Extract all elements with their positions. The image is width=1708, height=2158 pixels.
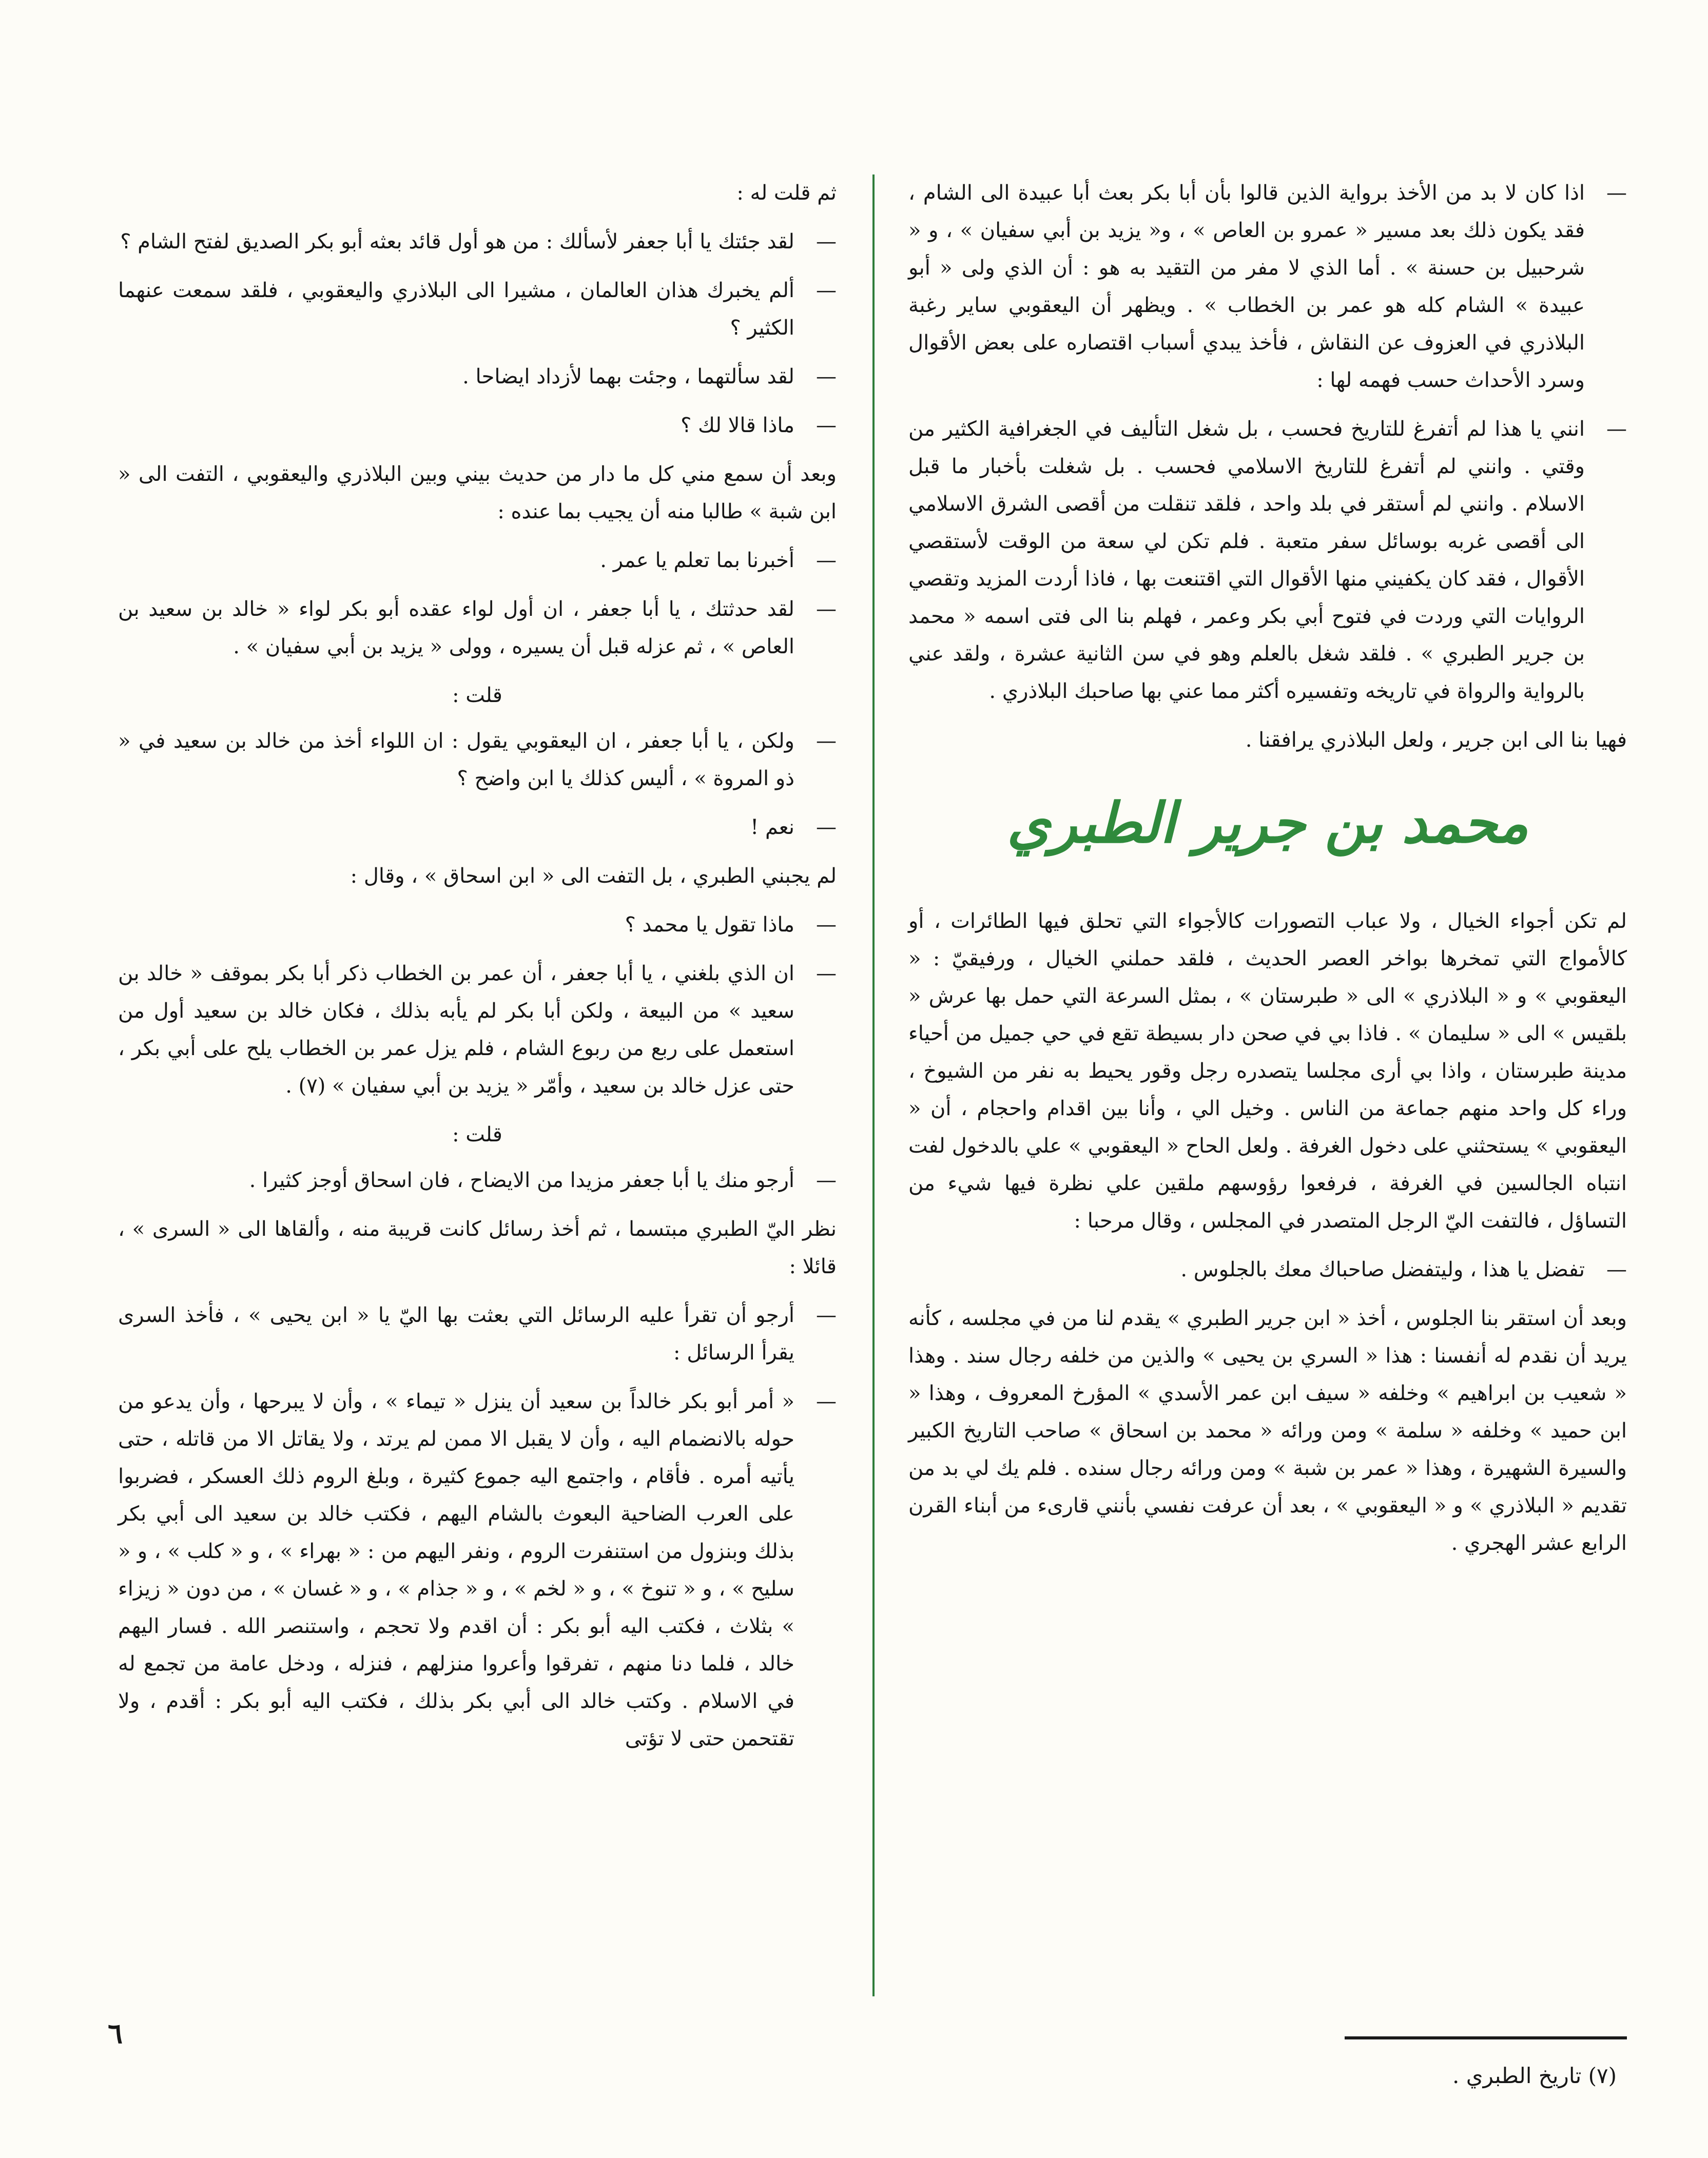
left-column: [118, 174, 837, 1769]
dialogue-text: نعم !: [750, 815, 794, 839]
dialogue-text: أرجو أن تقرأ عليه الرسائل التي بعثت بها اليّ يا « ابن يحيى » ، فأخذ السرى يقرأ الرسائل :: [118, 1304, 794, 1365]
dialogue-item: [118, 723, 837, 798]
dialogue-item: [118, 906, 837, 944]
dialogue-text: ألم يخبرك هذان العالمان ، مشيرا الى البلاذري واليعقوبي ، فلقد سمعت عنهما الكثير ؟: [118, 279, 794, 340]
dialogue-text: ان الذي بلغني ، يا أبا جعفر ، أن عمر بن الخطاب ذكر أبا بكر بموقف « خالد بن سعيد » من البيعة ، ولكن أبا بكر لم يأبه بذلك ، فكان خالد بن سعيد أول من استعمل على ربع من ربوع الشام ، فلم يزل عمر بن الخطاب يلح على أبي بكر ، حتى عزل خالد بن سعيد ، وأمّر « يزيد بن أبي سفيان » (٧) .: [118, 962, 794, 1098]
qult-line: قلت :: [452, 1123, 502, 1146]
dialogue-item: [118, 542, 837, 579]
dialogue-item: [908, 1251, 1627, 1289]
section-title: محمد بن جرير الطبري: [1007, 791, 1528, 856]
dialogue-text: ماذا تقول يا محمد ؟: [625, 913, 794, 937]
paragraph: لم تكن أجواء الخيال ، ولا عباب التصورات كالأجواء التي تحلق فيها الطائرات ، أو كالأمواج التي تمخرها بواخر العصر الحديث ، فلقد حملني الخيال ، ورفيقيّ : « اليعقوبي » و « البلاذري » الى « طبرستان » ، بمثل السرعة التي حمل بها عرش « بلقيس » الى « سليمان » . فاذا بي في صحن دار بسيطة تقع في حي جميل من أحياء مدينة طبرستان ، واذا بي أرى مجلسا يتصدره رجل وقور يحيط به نفر من الشيوخ ، وراء كل واحد منهم جماعة من الناس . وخيل الي ، وأنا بين اقدام واحجام ، أن « اليعقوبي » يستحثني على دخول الغرفة . ولعل الحاح « اليعقوبي » علي بالدخول لفت انتباه الجالسين في الغرفة ، فرفعوا رؤوسهم ملقين علي نظرة فيها شيء من التساؤل ، فالتفت اليّ الرجل المتصدر في المجلس ، وقال مرحبا :: [908, 909, 1627, 1233]
dialogue-item: [118, 272, 837, 347]
dialogue-text: لقد حدثتك ، يا أبا جعفر ، ان أول لواء عقده أبو بكر لواء « خالد بن سعيد بن العاص » ، ثم عزله قبل أن يسيره ، وولى « يزيد بن أبي سفيان » .: [118, 597, 794, 658]
dialogue-item: [908, 411, 1627, 710]
dialogue-item: [118, 955, 837, 1105]
paragraph: نظر اليّ الطبري مبتسما ، ثم أخذ رسائل كانت قريبة منه ، وألقاها الى « السرى » ، قائلا :: [118, 1217, 837, 1278]
paragraph: وبعد أن استقر بنا الجلوس ، أخذ « ابن جرير الطبري » يقدم لنا من في مجلسه ، كأنه يريد أن نقدم له أنفسنا : هذا « السري بن يحيى » والذين من خلفه رجال سند . وهذا « شعيب بن ابراهيم » وخلفه « سيف ابن عمر الأسدي » المؤرخ المعروف ، وهذا « ابن حميد » وخلفه « سلمة » ومن ورائه « محمد بن اسحاق » صاحب التاريخ الكبير والسيرة الشهيرة ، وهذا « عمر بن شبة » ومن ورائه رجال سنده . فلم يك لي بد من تقديم « البلاذري » و « اليعقوبي » ، بعد أن عرفت نفسي بأنني قارىء من أبناء القرن الرابع عشر الهجري .: [908, 1307, 1627, 1555]
dialogue-item: [118, 809, 837, 846]
paragraph: ثم قلت له :: [736, 181, 837, 205]
dialogue-text: لقد جئتك يا أبا جعفر لأسألك : من هو أول قائد بعثه أبو بكر الصديق لفتح الشام ؟: [120, 230, 794, 254]
column-divider: [872, 174, 875, 1996]
dialogue-item: [118, 407, 837, 444]
dialogue-text: تفضل يا هذا ، وليتفضل صاحباك معك بالجلوس .: [1180, 1258, 1585, 1281]
dialogue-text: أرجو منك يا أبا جعفر مزيدا من الايضاح ، فان اسحاق أوجز كثيرا .: [249, 1169, 794, 1192]
dialogue-text: ماذا قالا لك ؟: [681, 414, 794, 437]
dialogue-item: [908, 174, 1627, 399]
page-number: ٦: [108, 2017, 123, 2050]
footnote: (٧) تاريخ الطبري .: [1452, 2063, 1617, 2088]
dialogue-text: ولكن ، يا أبا جعفر ، ان اليعقوبي يقول : ان اللواء أخذ من خالد بن سعيد في « ذو المروة » ، أليس كذلك يا ابن واضح ؟: [118, 729, 794, 790]
paragraph: لم يجبني الطبري ، بل التفت الى « ابن اسحاق » ، وقال :: [350, 864, 837, 888]
dialogue-text: أخبرنا بما تعلم يا عمر .: [600, 549, 794, 572]
paragraph: وبعد أن سمع مني كل ما دار من حديث بيني وبين البلاذري واليعقوبي ، التفت الى « ابن شبة » طالبا منه أن يجيب بما عنده :: [118, 462, 837, 523]
dialogue-item: [118, 358, 837, 396]
dialogue-text: « أمر أبو بكر خالداً بن سعيد أن ينزل « تيماء » ، وأن لا يبرحها ، وأن يدعو من حوله بالانضمام اليه ، وأن لا يقبل الا ممن لم يرتد ، ولا يقاتل الا من قاتله ، حتى يأتيه أمره . فأقام ، واجتمع اليه جموع كثيرة ، وبلغ الروم ذلك العسكر ، فضربوا على العرب الضاحية البعوث بالشام اليهم ، فكتب خالد بن سعيد الى أبي بكر بذلك وبنزول من استنفرت الروم ، ونفر اليهم من : « بهراء » ، و « كلب » ، و « سليح » ، و « تنوخ » ، و « لخم » ، و « جذام » ، و « غسان » ، من دون « زيزاء » بثلاث ، فكتب اليه أبو بكر : أن اقدم ولا تحجم ، واستنصر الله . فسار اليهم خالد ، فلما دنا منهم ، تفرقوا وأعروا منزلهم ، فنزله ، ودخل عامة من تجمع له في الاسلام . وكتب خالد الى أبي بكر بذلك ، فكتب اليه أبو بكر : أقدم ، ولا تقتحمن حتى لا تؤتى: [118, 1390, 794, 1751]
dialogue-item: [118, 591, 837, 666]
qult-line: قلت :: [452, 684, 502, 707]
dialogue-item: [118, 1383, 837, 1758]
dialogue-item: [118, 1297, 837, 1372]
dialogue-text: انني يا هذا لم أتفرغ للتاريخ فحسب ، بل شغل التأليف في الجغرافية الكثير من وقتي . وانني لم أتفرغ للتاريخ الاسلامي فحسب . بل شغلت بأخبار ما قبل الاسلام . وانني لم أستقر في بلد واحد ، فلقد تنقلت من أقصى الشرق الاسلامي الى أقصى غربه بوسائل سفر متعبة . فلم تكن لي سعة من الوقت لأستقصي الأقوال ، فقد كان يكفيني منها الأقوال التي اقتنعت بها ، فاذا أردت المزيد وتقصي الروايات التي وردت في فتوح أبي بكر وعمر ، فهلم بنا الى فتى اسمه « محمد بن جرير الطبري » . فلقد شغل بالعلم وهو في سن الثانية عشرة ، ولقد عني بالرواية والرواة في تاريخه وتفسيره أكثر مما عني بها صاحبك البلاذري .: [908, 417, 1585, 703]
dialogue-text: لقد سألتهما ، وجئت بهما لأزداد ايضاحا .: [462, 365, 794, 388]
right-column: [908, 174, 1627, 1573]
dialogue-item: [118, 1162, 837, 1199]
dialogue-text: اذا كان لا بد من الأخذ برواية الذين قالوا بأن أبا بكر بعث أبا عبيدة الى الشام ، فقد يكون ذلك بعد مسير « عمرو بن العاص » ، و« يزيد بن أبي سفيان » ، و « شرحبيل بن حسنة » . أما الذي لا مفر من التقيد به هو : أن الذي ولى « أبو عبيدة » الشام كله هو عمر بن الخطاب » . ويظهر أن اليعقوبي ساير رغبة البلاذري في العزوف عن النقاش ، فأخذ يبدي أسباب اقتصاره على بعض الأقوال وسرد الأحداث حسب فهمه لها :: [908, 181, 1585, 392]
paragraph: فهيا بنا الى ابن جرير ، ولعل البلاذري يرافقنا .: [1245, 728, 1627, 752]
dialogue-item: [118, 223, 837, 261]
footnote-rule: [1345, 2036, 1627, 2039]
